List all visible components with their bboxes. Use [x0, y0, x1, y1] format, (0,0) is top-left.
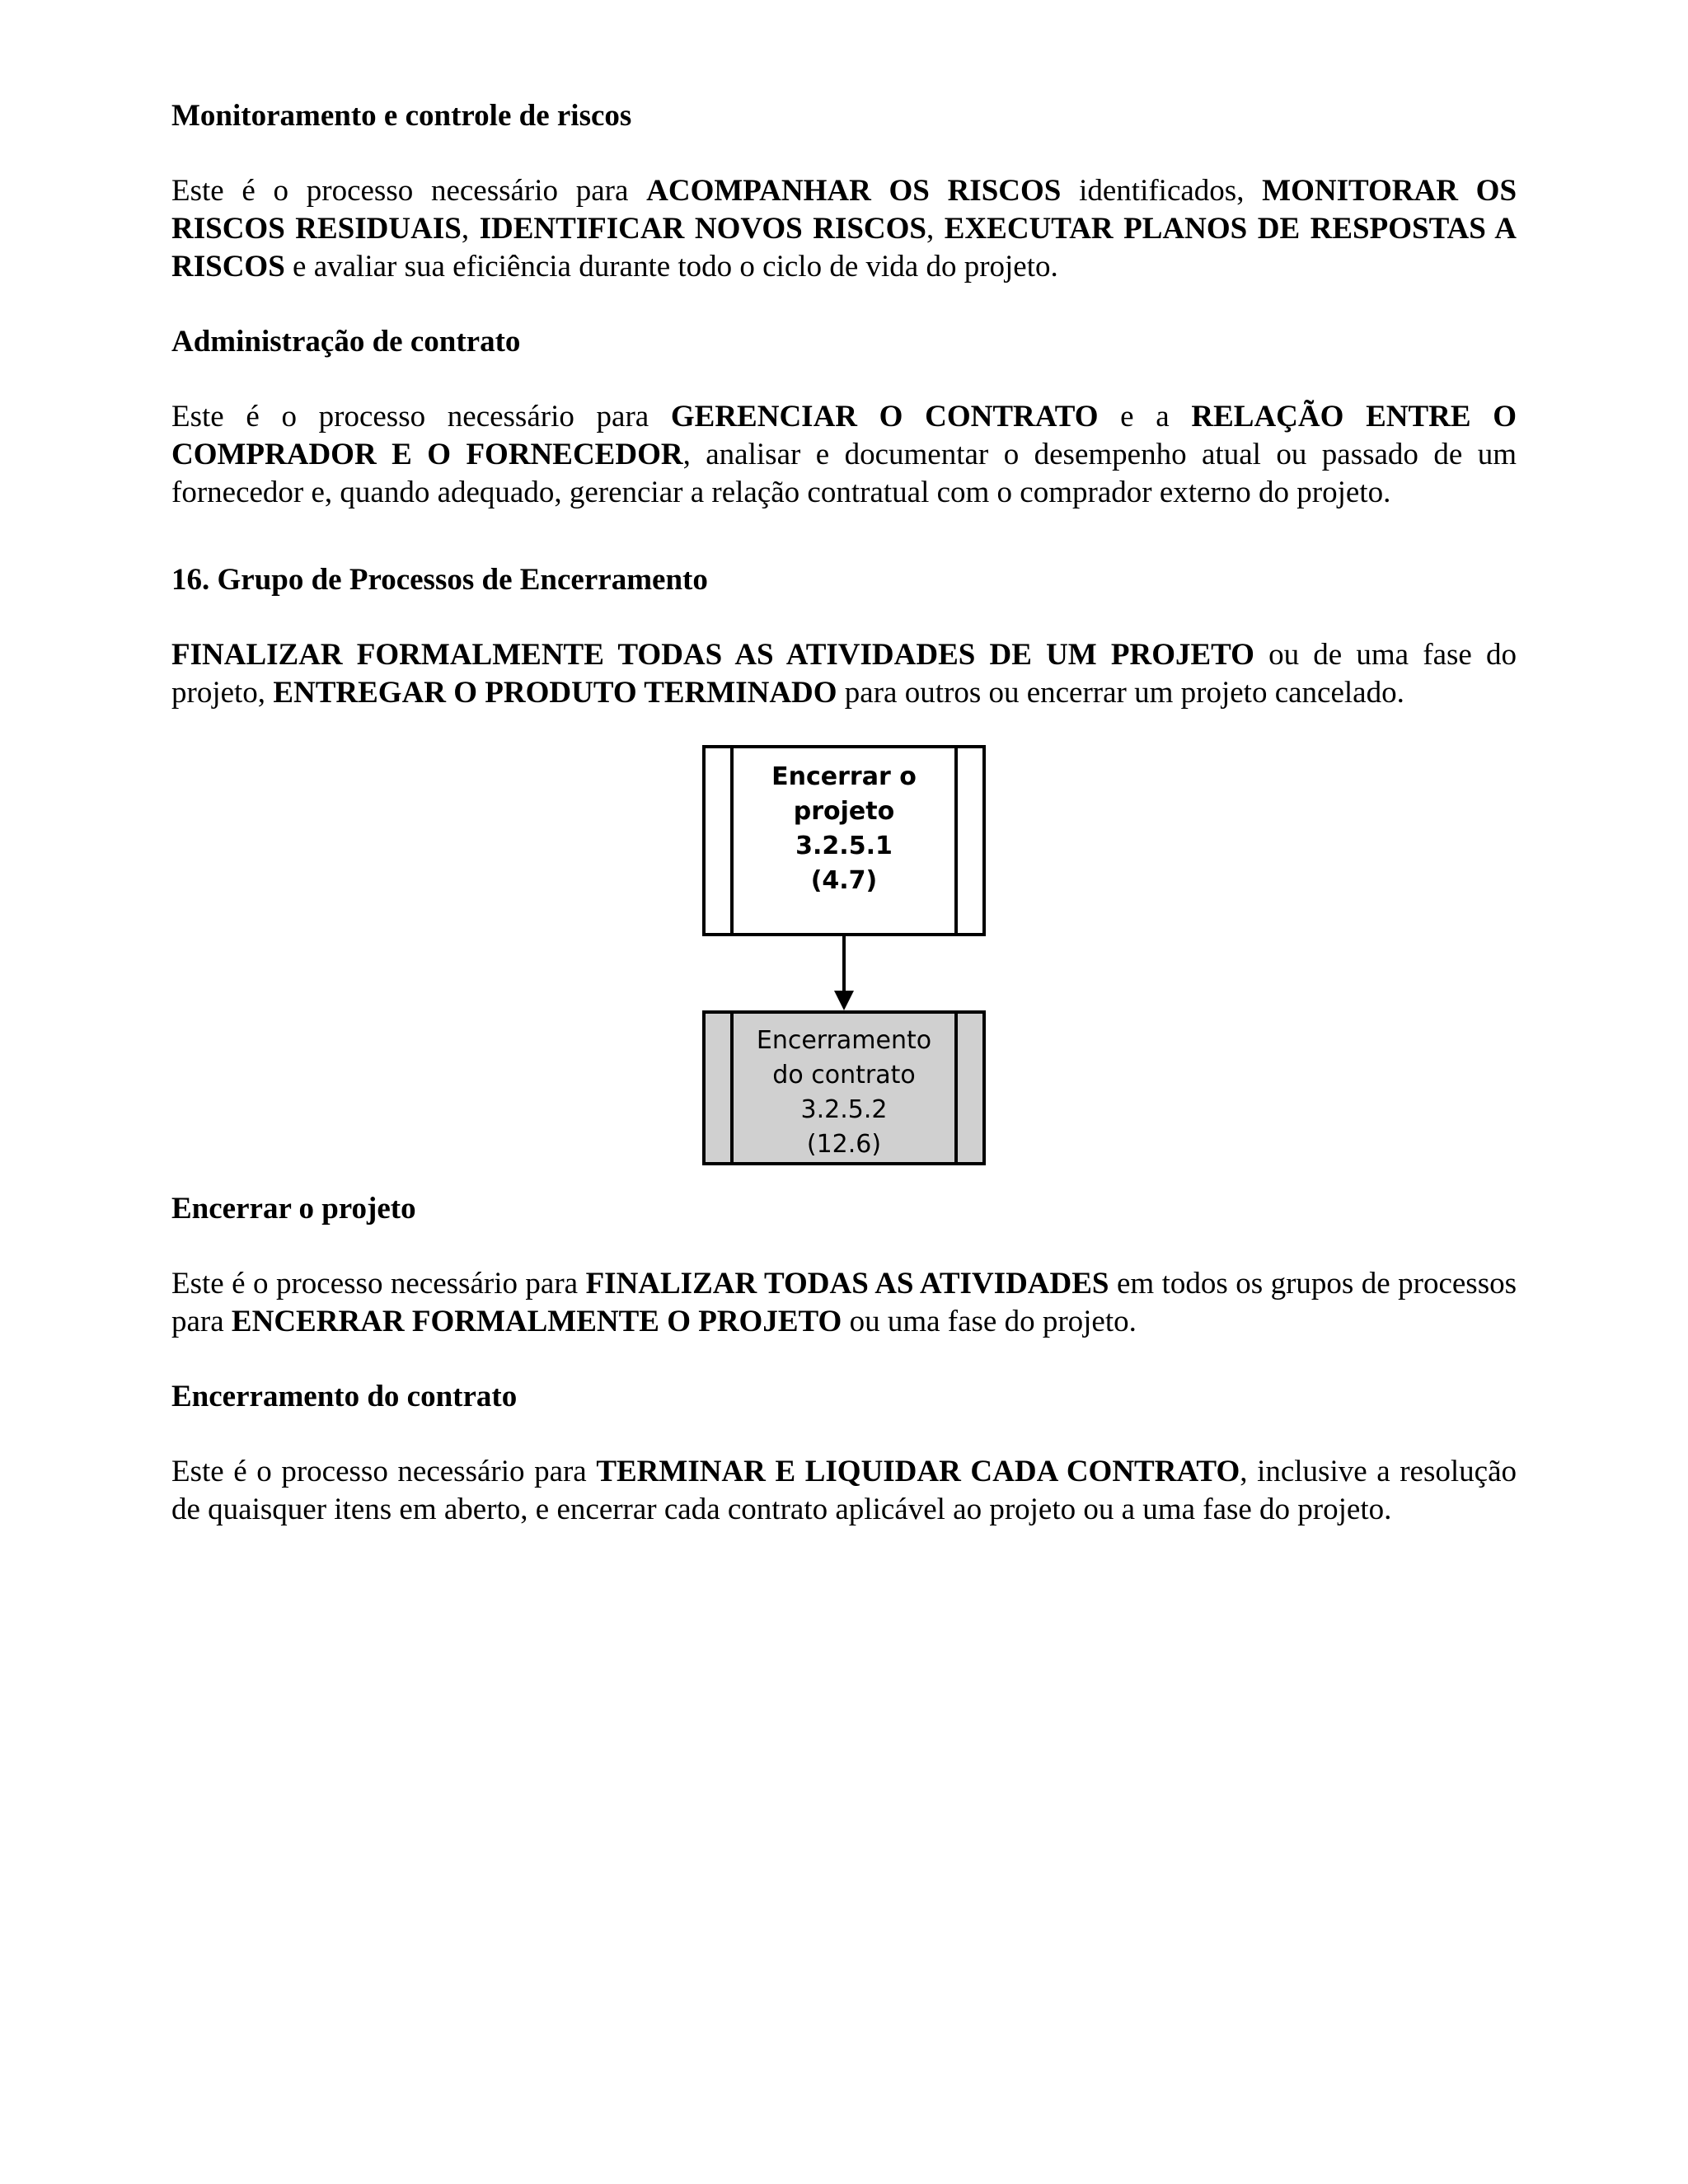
box-side-bar — [954, 748, 958, 933]
section-heading-closing-group: 16. Grupo de Processos de Encerramento — [171, 563, 708, 597]
section-heading-risk: Monitoramento e controle de riscos — [171, 99, 632, 133]
box-side-bar — [730, 748, 734, 933]
paragraph-contract-admin: Este é o processo necessário para GERENCIAR O CONTRATO e a RELAÇÃO ENTRE O COMPRADOR E O FORNECEDOR, analisar e documentar o desempenho atual ou passado de um fornecedor e, quando adequado, gerenciar a relação contratual com o comprador externo do projeto. — [171, 400, 1517, 509]
paragraph-contract-closure: Este é o processo necessário para TERMINAR E LIQUIDAR CADA CONTRATO, inclusive a resolução de quaisquer itens em aberto, e encerrar cada contrato aplicável ao projeto ou a uma fase do projeto. — [171, 1455, 1517, 1526]
section-heading-contract-closure: Encerramento do contrato — [171, 1380, 518, 1413]
arrow-down-icon — [834, 991, 854, 1010]
paragraph-risk: Este é o processo necessário para ACOMPANHAR OS RISCOS identificados, MONITORAR OS RISCOS RESIDUAIS, IDENTIFICAR NOVOS RISCOS, EXECUTAR PLANOS DE RESPOSTAS A RISCOS e avaliar sua eficiência durante todo o ciclo de vida do projeto. — [171, 174, 1517, 284]
box-side-bar — [730, 1014, 734, 1162]
section-heading-close-project: Encerrar o projeto — [171, 1192, 416, 1226]
box-side-bar — [954, 1014, 958, 1162]
arrow-connector — [842, 936, 846, 994]
paragraph-closing-group: FINALIZAR FORMALMENTE TODAS AS ATIVIDADES DE UM PROJETO ou de uma fase do projeto, ENTREGAR O PRODUTO TERMINADO para outros ou encerrar um projeto cancelado. — [171, 638, 1517, 710]
section-heading-contract-admin: Administração de contrato — [171, 325, 521, 359]
paragraph-close-project: Este é o processo necessário para FINALIZAR TODAS AS ATIVIDADES em todos os grupos de processos para ENCERRAR FORMALMENTE O PROJETO ou uma fase do projeto. — [171, 1267, 1517, 1338]
process-box-contract-closure — [702, 1010, 986, 1165]
box-label-line: (12.6) — [806, 1130, 882, 1159]
box-label-line: 3.2.5.1 — [795, 832, 893, 860]
box-label-line: Encerramento — [756, 1026, 932, 1055]
box-label-line: do contrato — [772, 1061, 916, 1090]
process-diagram — [171, 745, 1517, 1190]
box-label-line: projeto — [793, 797, 895, 826]
box-label-line: Encerrar o — [771, 762, 917, 791]
box-label-line: 3.2.5.2 — [800, 1095, 888, 1124]
document-page — [171, 97, 1517, 1529]
process-box-close-project — [702, 745, 986, 936]
box-label-line: (4.7) — [810, 866, 878, 895]
